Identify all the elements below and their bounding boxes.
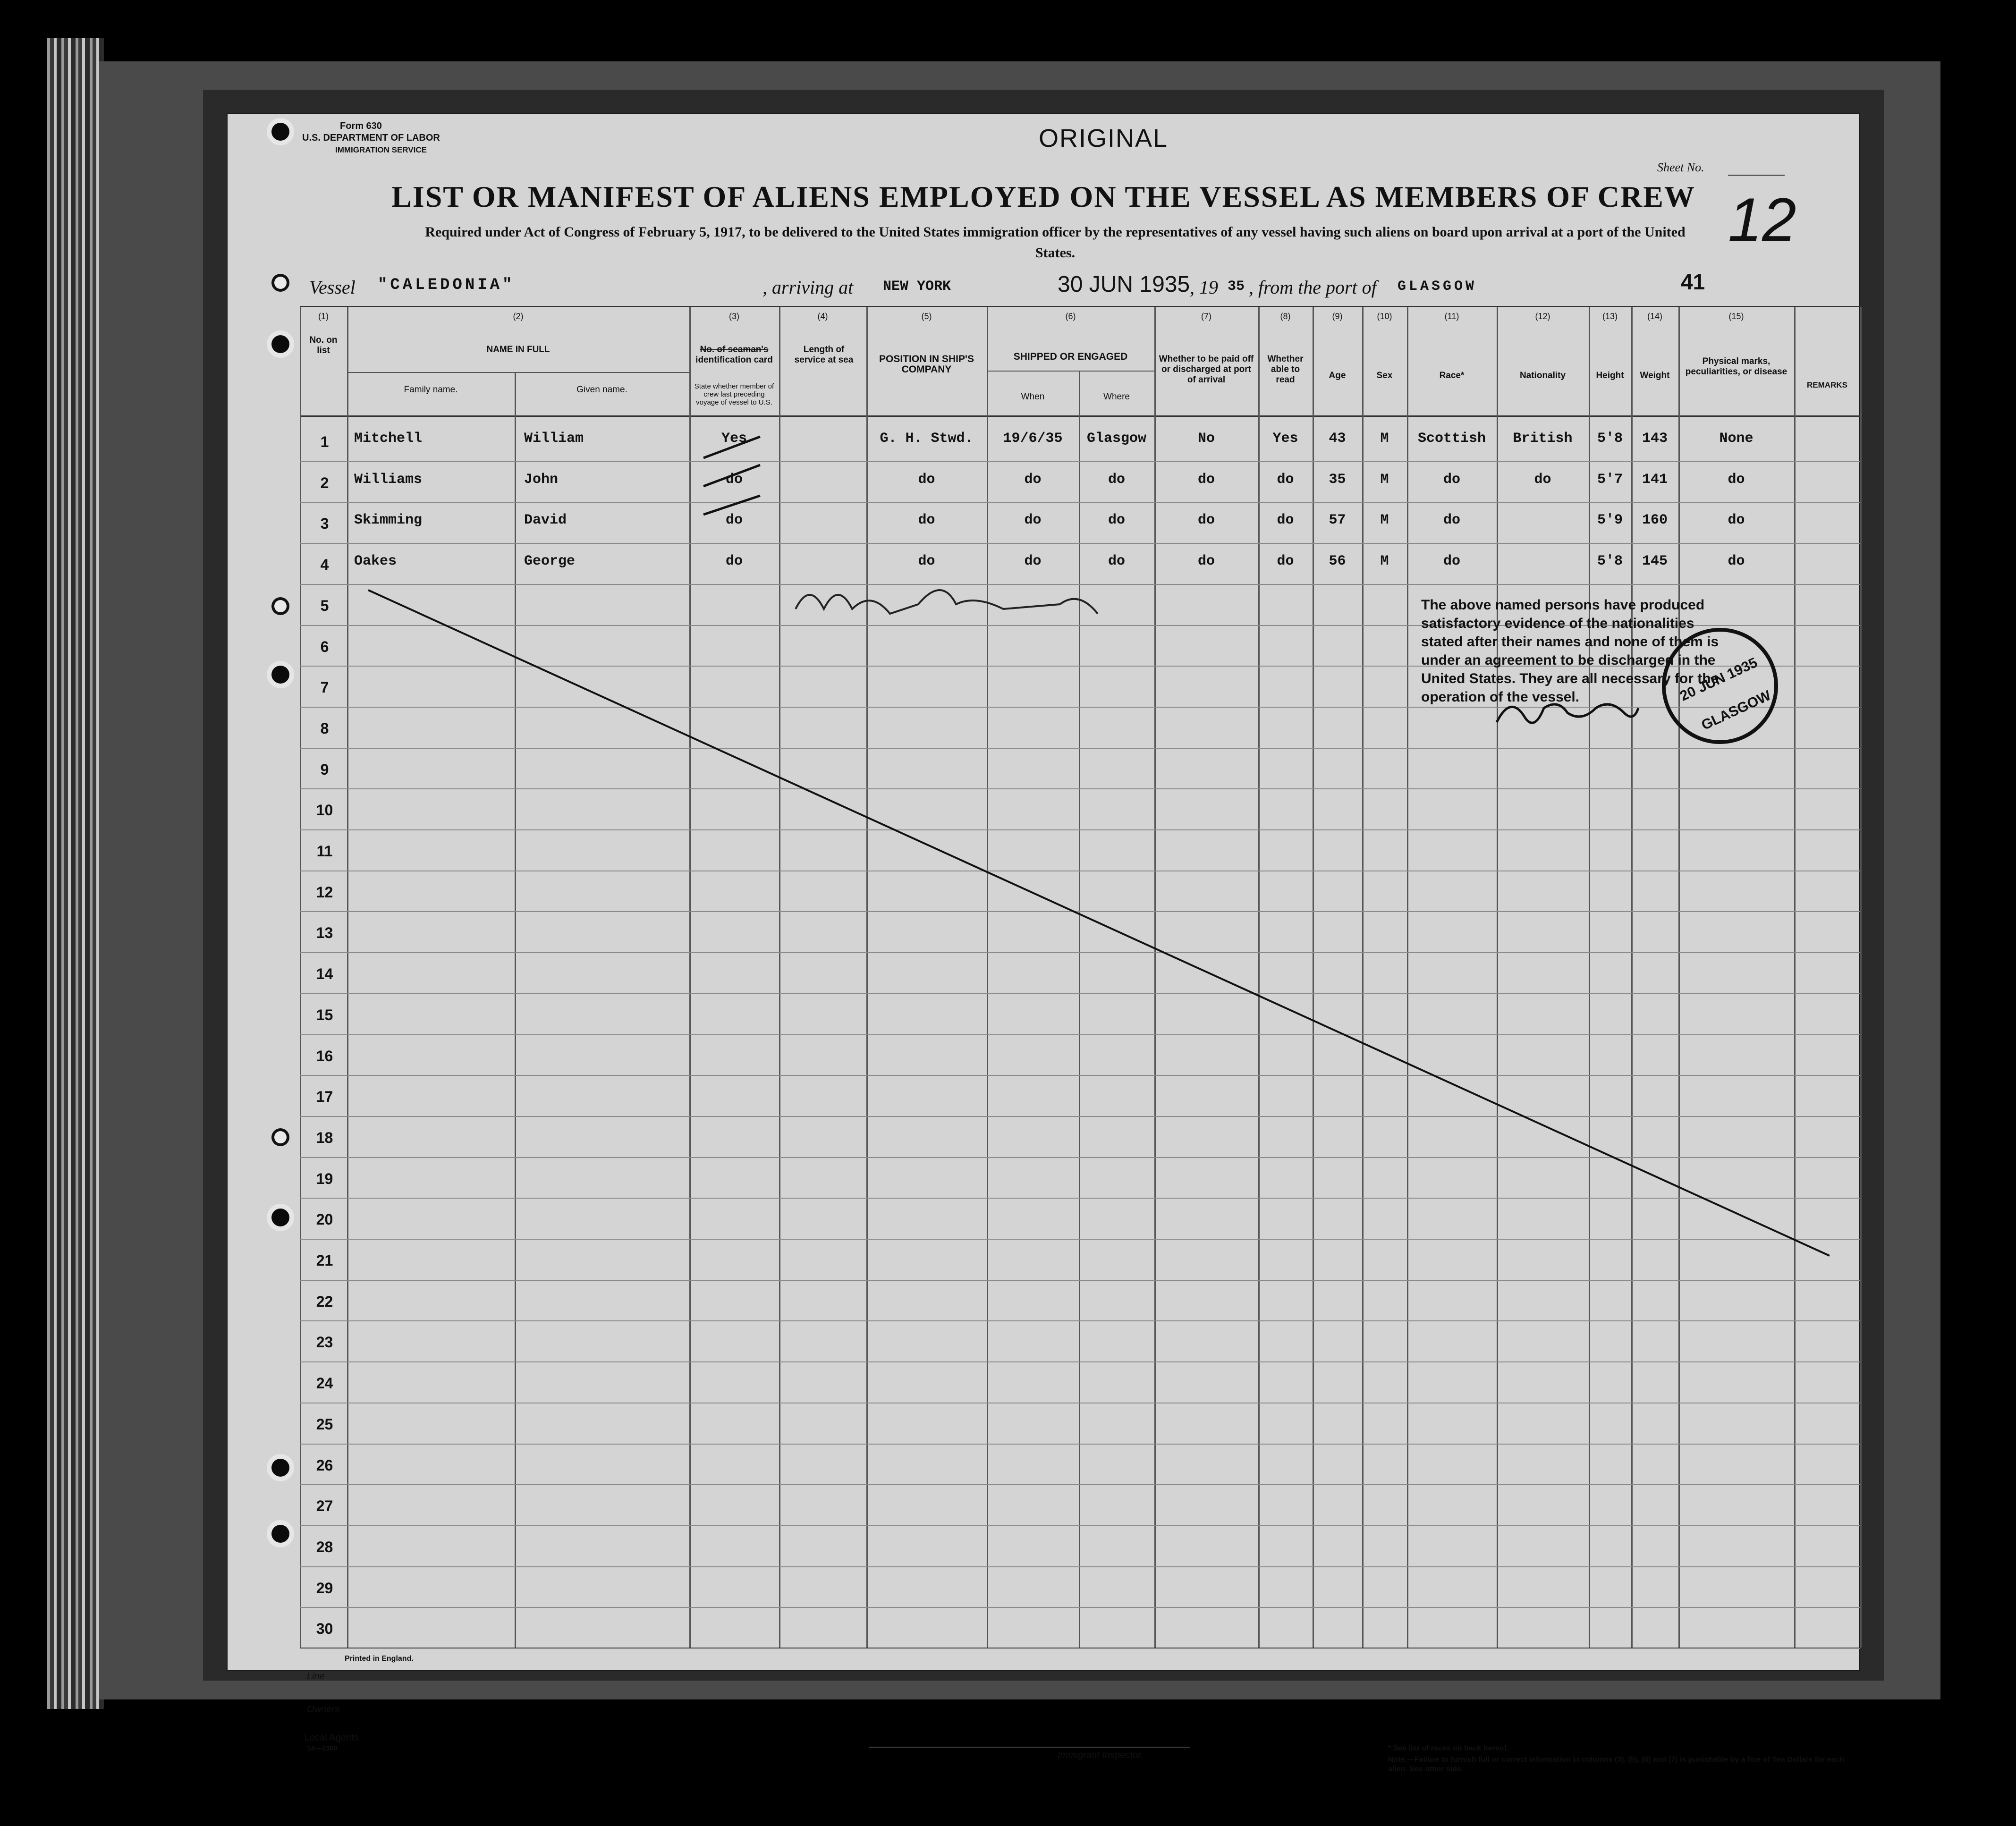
row-number: 24: [316, 1375, 333, 1392]
crew-cell-family: Skimming: [354, 512, 423, 529]
inspector-signature: [796, 590, 1098, 614]
crew-cell-read: do: [1277, 553, 1294, 570]
col-header-able-to-read: Whether able to read: [1267, 354, 1304, 385]
crew-cell-nationality: British: [1513, 431, 1573, 447]
printed-in-england: Printed in England.: [345, 1655, 414, 1663]
stamp-date: 20 JUN 1935: [1677, 655, 1760, 704]
col-number: (13): [1602, 312, 1618, 321]
row-number: 9: [320, 761, 329, 778]
crew-cell-card: do: [725, 553, 743, 570]
crew-cell-family: Williams: [354, 471, 423, 488]
col-header-name-in-full: NAME IN FULL: [486, 345, 550, 355]
col-number: (10): [1377, 312, 1392, 321]
col-header-physical-marks: Physical marks, peculiarities, or disease: [1685, 356, 1787, 377]
crew-cell-weight: 145: [1642, 553, 1668, 570]
row-number: 22: [316, 1293, 333, 1310]
document-subtitle: Required under Act of Congress of February 5, 1917, to be delivered to the United States immigration officer by the representatives of any vessel having such aliens on board upon arrival at a port of the United States.: [425, 224, 1686, 261]
col-header-family-name: Family name.: [404, 385, 458, 395]
crew-cell-family: Oakes: [354, 553, 397, 570]
crew-cell-where: do: [1108, 553, 1125, 570]
row-number: 2: [320, 474, 329, 491]
row-number: 27: [316, 1497, 333, 1515]
row-number: 23: [316, 1334, 333, 1351]
row-number: 1: [320, 433, 329, 450]
row-number: 17: [316, 1088, 333, 1106]
column-divider: [1860, 307, 1862, 1648]
col-header-age: Age: [1329, 371, 1346, 380]
col-header-remarks: REMARKS: [1807, 380, 1847, 389]
local-agents-label: Local Agents: [305, 1733, 359, 1743]
crew-cell-sex: M: [1380, 553, 1389, 570]
year-value: 35: [1228, 279, 1245, 295]
col-number: (8): [1280, 312, 1291, 321]
col-number: (2): [513, 312, 524, 321]
crew-cell-read: do: [1277, 512, 1294, 529]
row-number: 12: [316, 883, 333, 901]
crew-cell-paid-off: do: [1197, 512, 1215, 529]
crew-cell-read: Yes: [1272, 431, 1298, 447]
row-number: 19: [316, 1170, 333, 1187]
crew-cell-marks: do: [1728, 512, 1745, 529]
crew-cell-marks: do: [1728, 471, 1745, 488]
col-header-previous-voyage: State whether member of crew last preceding voyage of vessel to U.S.: [694, 382, 774, 406]
crew-cell-paid-off: No: [1197, 431, 1215, 447]
immigrant-inspector-label: Immigrant Inspector.: [1058, 1750, 1144, 1760]
crew-cell-given: David: [524, 512, 567, 529]
tick-marks: [699, 420, 774, 533]
crew-cell-when: do: [1024, 471, 1042, 488]
crew-cell-card: do: [725, 512, 743, 529]
crew-cell-when: do: [1024, 512, 1042, 529]
arrival-port: NEW YORK: [883, 279, 951, 295]
col-number: (14): [1647, 312, 1662, 321]
crew-cell-sex: M: [1380, 471, 1389, 488]
departure-port: GLASGOW: [1398, 279, 1477, 295]
crew-cell-read: do: [1277, 471, 1294, 488]
col-header-no-on-list: No. on list: [309, 335, 338, 355]
row-number: 28: [316, 1538, 333, 1555]
form-code: 14—2380: [307, 1744, 338, 1752]
form-number: Form 630: [340, 121, 382, 131]
row-number: 5: [320, 597, 329, 614]
crew-cell-age: 35: [1329, 471, 1346, 488]
col-header-where: Where: [1103, 392, 1130, 402]
department-name: U.S. DEPARTMENT OF LABOR: [302, 133, 440, 143]
row-number: 25: [316, 1415, 333, 1433]
crew-cell-race: do: [1443, 471, 1460, 488]
crew-cell-given: George: [524, 553, 576, 570]
manifest-sheet: [227, 113, 1860, 1773]
inspector-line: [869, 1747, 1190, 1748]
master-signature: [1492, 694, 1643, 736]
crew-cell-paid-off: do: [1197, 471, 1215, 488]
crew-cell-marks: do: [1728, 553, 1745, 570]
service-name: IMMIGRATION SERVICE: [335, 145, 427, 154]
line-label: Line: [307, 1671, 325, 1682]
row-number: 15: [316, 1006, 333, 1023]
crew-cell-when: 19/6/35: [1003, 431, 1063, 447]
crew-cell-weight: 143: [1642, 431, 1668, 447]
col-number: (7): [1201, 312, 1211, 321]
vessel-label: Vessel: [309, 277, 356, 298]
col-number: (9): [1332, 312, 1343, 321]
arrival-date-stamp: 30 JUN 1935: [1058, 272, 1190, 297]
from-port-label: , from the port of: [1249, 277, 1377, 298]
row-number: 7: [320, 679, 329, 696]
crew-cell-position: G. H. Stwd.: [880, 431, 974, 447]
crew-cell-race: Scottish: [1417, 431, 1486, 447]
row-number: 29: [316, 1579, 333, 1597]
crew-cell-race: do: [1443, 512, 1460, 529]
col-header-when: When: [1021, 392, 1045, 402]
crew-cell-family: Mitchell: [354, 431, 423, 447]
crew-cell-given: John: [524, 471, 559, 488]
row-number: 20: [316, 1211, 333, 1228]
col-header-shipped-or-engaged: SHIPPED OR ENGAGED: [1013, 351, 1128, 362]
col-number: (1): [318, 312, 329, 321]
crew-cell-age: 56: [1329, 553, 1346, 570]
crew-cell-marks: None: [1719, 431, 1753, 447]
arriving-label: , arriving at: [762, 277, 854, 298]
crew-cell-height: 5'7: [1597, 471, 1623, 488]
crew-cell-nationality: do: [1534, 471, 1551, 488]
col-header-weight: Weight: [1640, 371, 1670, 380]
col-header-seaman-card: No. of seaman's identification card: [695, 345, 773, 365]
crew-cell-age: 43: [1329, 431, 1346, 447]
crew-cell-where: Glasgow: [1086, 431, 1147, 447]
races-note: * See list of races on back hereof.: [1388, 1744, 1509, 1752]
crew-cell-when: do: [1024, 553, 1042, 570]
crew-cell-race: do: [1443, 553, 1460, 570]
row-number: 8: [320, 719, 329, 737]
row-number: 26: [316, 1456, 333, 1474]
col-header-height: Height: [1596, 371, 1624, 380]
crew-cell-position: do: [918, 512, 935, 529]
binder-edge: [47, 38, 104, 1709]
crew-cell-paid-off: do: [1197, 553, 1215, 570]
crew-cell-where: do: [1108, 471, 1125, 488]
row-number: 10: [316, 802, 333, 819]
col-header-sex: Sex: [1376, 371, 1393, 380]
document-title: LIST OR MANIFEST OF ALIENS EMPLOYED ON THE VESSEL AS MEMBERS OF CREW: [391, 180, 1695, 213]
crew-cell-given: William: [524, 431, 584, 447]
col-header-nationality: Nationality: [1519, 371, 1566, 380]
col-number: (5): [921, 312, 932, 321]
row-number: 18: [316, 1129, 333, 1146]
crew-cell-card: do: [725, 471, 743, 488]
crew-cell-position: do: [918, 471, 935, 488]
crew-cell-weight: 141: [1642, 471, 1668, 488]
penalty-note: Note.—Failure to furnish full or correct information in columns (3), (5), (6) and (7) is punishable by a fine of Ten Dollars for each alien. See other side.: [1388, 1756, 1845, 1773]
crew-cell-height: 5'9: [1597, 512, 1623, 529]
col-header-race: Race*: [1439, 371, 1465, 380]
row-number: 3: [320, 515, 329, 533]
col-number: (4): [817, 312, 828, 321]
crew-cell-height: 5'8: [1597, 553, 1623, 570]
col-number: (11): [1444, 312, 1459, 321]
col-header-given-name: Given name.: [576, 385, 627, 395]
sheet-number-handwritten: 12: [1728, 185, 1796, 254]
crew-cell-age: 57: [1329, 512, 1346, 529]
col-header-paid-off: Whether to be paid off or discharged at port of arrival: [1159, 354, 1254, 385]
col-number: (6): [1065, 312, 1076, 321]
owners-label: Owners: [307, 1704, 339, 1715]
crew-cell-position: do: [918, 553, 935, 570]
crew-cell-sex: M: [1380, 431, 1389, 447]
col-number: (12): [1535, 312, 1550, 321]
col-number: (15): [1728, 312, 1744, 321]
row-number: 11: [316, 843, 333, 860]
sheet-label: Sheet No.: [1657, 161, 1704, 174]
stamp-place: GLASGOW: [1699, 687, 1774, 734]
original-stamp: ORIGINAL: [1039, 124, 1169, 152]
row-number: 13: [316, 924, 333, 942]
row-number: 30: [316, 1620, 333, 1638]
col-header-position: POSITION IN SHIP'S COMPANY: [879, 354, 974, 375]
crew-cell-sex: M: [1380, 512, 1389, 529]
row-number: 14: [316, 965, 333, 983]
vessel-name: "CALEDONIA": [378, 276, 515, 294]
crew-cell-card: Yes: [721, 431, 747, 447]
row-number: 16: [316, 1047, 333, 1065]
crew-cell-height: 5'8: [1597, 431, 1623, 447]
row-number: 21: [316, 1252, 333, 1269]
nationality-declaration: The above named persons have produced satisfactory evidence of the nationalities stated after their names and none of them is under an agreement to be discharged in the United States. They are all necessary for the operation of the vessel.: [1421, 597, 1719, 705]
year-label: , 19: [1190, 277, 1218, 298]
crew-cell-weight: 160: [1642, 512, 1668, 529]
crew-cell-where: do: [1108, 512, 1125, 529]
list-number: 41: [1681, 270, 1705, 294]
row-number: 6: [320, 638, 329, 655]
col-header-length-of-service: Length of service at sea: [794, 345, 854, 365]
col-number: (3): [729, 312, 739, 321]
row-number: 4: [320, 556, 329, 574]
cancellation-line: [227, 113, 1860, 1671]
